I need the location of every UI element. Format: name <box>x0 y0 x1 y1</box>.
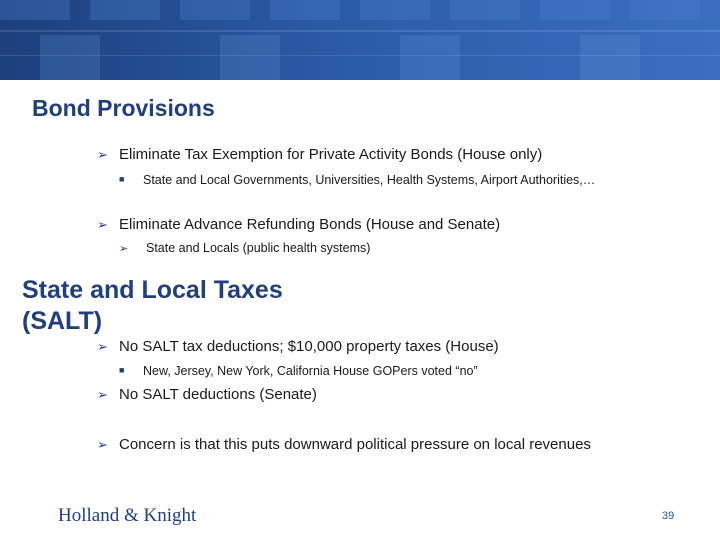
bond-item-1 <box>97 146 542 163</box>
bond-item-1-text: Eliminate Tax Exemption for Private Activity Bonds (House only) <box>119 146 543 163</box>
arrow-bullet-icon: ➢ <box>97 147 108 162</box>
bond-item-2-sub <box>119 241 370 255</box>
salt-item-3-text: Concern is that this puts downward political pressure on local revenues <box>119 436 591 453</box>
bond-item-2-sub-text: State and Locals (public health systems) <box>146 241 371 255</box>
arrow-bullet-icon: ➢ <box>97 387 108 402</box>
salt-item-2 <box>97 386 317 403</box>
holland-knight-logo: Holland & Knight <box>58 505 197 526</box>
bond-item-2 <box>97 216 500 233</box>
banner-pattern <box>0 0 720 80</box>
salt-item-3 <box>97 436 591 453</box>
arrow-bullet-icon: ➢ <box>97 437 108 452</box>
header-banner <box>0 0 720 80</box>
arrow-bullet-icon: ➢ <box>97 339 108 354</box>
salt-heading: State and Local Taxes (SALT) <box>22 276 283 335</box>
salt-item-2-text: No SALT deductions (Senate) <box>119 386 317 403</box>
arrow-bullet-icon: ➢ <box>119 243 129 255</box>
arrow-bullet-icon: ➢ <box>97 217 108 232</box>
salt-item-1-sub <box>119 364 478 378</box>
bond-item-1-sub-text: State and Local Governments, Universities, Health Systems, Airport Authorities,… <box>143 173 596 187</box>
salt-item-1 <box>97 338 499 355</box>
bond-item-1-sub <box>119 173 595 187</box>
square-bullet-icon: ■ <box>119 174 125 184</box>
salt-item-1-text: No SALT tax deductions; $10,000 property taxes (House) <box>119 338 499 355</box>
salt-item-1-sub-text: New, Jersey, New York, California House GOPers voted “no” <box>143 364 478 378</box>
bond-item-2-text: Eliminate Advance Refunding Bonds (House and Senate) <box>119 216 501 233</box>
slide-title: Bond Provisions <box>32 95 215 121</box>
square-bullet-icon: ■ <box>119 365 125 375</box>
page-number: 39 <box>662 510 675 522</box>
